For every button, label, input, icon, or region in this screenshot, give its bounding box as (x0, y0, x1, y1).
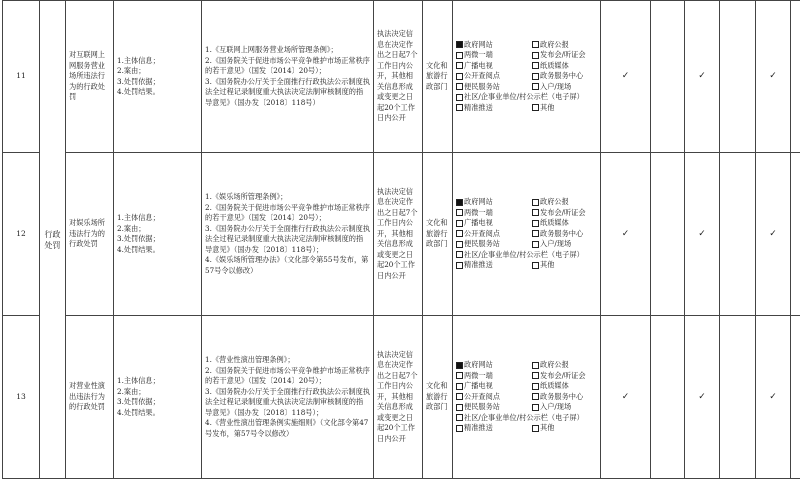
channel-label: 政府网站 (464, 39, 493, 49)
checked-box-icon (456, 41, 463, 48)
disclosure-dept: 文化和旅游行政部门 (423, 153, 453, 316)
check-mark-cell: ✓ (756, 316, 791, 479)
channel-option (532, 40, 597, 51)
channel-label: 政府网站 (464, 197, 493, 207)
unchecked-box-icon (456, 393, 463, 400)
channel-option (532, 402, 597, 413)
row-number: 13 (3, 316, 40, 479)
channel-option (456, 229, 528, 240)
content-item: 1.主体信息； (117, 55, 160, 65)
channel-option (456, 381, 528, 392)
channel-label: 政务服务中心 (540, 228, 584, 238)
disclosure-content (114, 153, 202, 316)
content-item: 3.处罚依据； (117, 76, 160, 86)
channel-option (532, 197, 597, 208)
content-item: 4.处罚结果。 (117, 87, 160, 96)
unchecked-box-icon (532, 372, 539, 379)
channel-option (456, 413, 597, 424)
channel-label: 精准推送 (464, 102, 493, 112)
channel-option (456, 82, 528, 93)
channel-label: 其他 (540, 260, 555, 270)
unchecked-box-icon (532, 209, 539, 216)
channel-option (532, 381, 597, 392)
unchecked-box-icon (456, 83, 463, 90)
unchecked-box-icon (532, 425, 539, 432)
channel-option (456, 423, 528, 434)
channel-option (456, 218, 528, 229)
channel-option (532, 392, 597, 403)
disclosure-time: 执法决定信息在决定作出之日起7个工作日内公开，其他相关信息形成或变更之日起20个工作日内公开 (374, 1, 423, 153)
channel-option (456, 392, 528, 403)
disclosure-basis: 1.《互联网上网服务营业场所管理条例》； 2.《国务院关于促进市场公平竞争维护市场正常秩序的若干意见》（国发〔2014〕20号）； 3.《国务院办公厅关于全面推行行政执法公示制度执法全过程记录制度重大执法决定法制审核制度的指导意见》（国办发〔2018〕118号） (202, 1, 374, 153)
channel-option (532, 423, 597, 434)
unchecked-box-icon (456, 52, 463, 59)
check-mark-cell: ✓ (685, 153, 720, 316)
channel-label: 入户/现场 (540, 402, 572, 412)
unchecked-box-icon (456, 251, 463, 258)
channel-option (456, 260, 528, 271)
channel-label: 入户/现场 (540, 81, 572, 91)
channel-option (456, 371, 528, 382)
channel-label: 两微一端 (464, 50, 493, 60)
check-mark-cell (720, 153, 756, 316)
channel-label: 便民服务站 (464, 81, 500, 91)
channel-label: 纸质媒体 (540, 218, 569, 228)
content-item: 3.处罚依据； (117, 397, 160, 406)
channel-label: 政府公报 (540, 197, 569, 207)
item-name: 对娱乐场所违法行为的行政处罚 (66, 153, 114, 316)
check-mark-cell: ✓ (756, 1, 791, 153)
channel-label: 政务服务中心 (540, 391, 584, 401)
channel-label: 纸质媒体 (540, 60, 569, 70)
unchecked-box-icon (456, 73, 463, 80)
disclosure-basis: 1.《营业性演出管理条例》； 2.《国务院关于促进市场公平竞争维护市场正常秩序的若干意见》（国发〔2014〕20号）； 3.《国务院办公厅关于全面推行行政执法公示制度执法全过程记录制度重大执法决定法制审核制度的指导意见》（国办发〔2018〕118号）； 4.《营业性演出管理条例实施细则》（文化部令第47号发布，第57号令以修改） (202, 316, 374, 479)
disclosure-basis: 1.《娱乐场所管理条例》； 2.《国务院关于促进市场公平竞争维护市场正常秩序的若干意见》（国发〔2014〕20号）； 3.《国务院办公厅关于全面推行行政执法公示制度执法全过程记录制度重大执法决定法制审核制度的指导意见》（国办发〔2018〕118号）； 4.《娱乐场所管理办法》（文化部令第55号发布，第57号令以修改） (202, 153, 374, 316)
unchecked-box-icon (532, 62, 539, 69)
channel-label: 社区/企事业单位/村公示栏（电子屏） (464, 412, 584, 422)
disclosure-content (114, 316, 202, 479)
channel-option (456, 197, 528, 208)
channel-label: 便民服务站 (464, 402, 500, 412)
content-item: 3.处罚依据； (117, 234, 160, 243)
channel-label: 公开查阅点 (464, 391, 500, 401)
disclosure-dept: 文化和旅游行政部门 (423, 1, 453, 153)
channel-option (456, 208, 528, 219)
channel-option (532, 239, 597, 250)
check-mark-cell: ✓ (756, 153, 791, 316)
unchecked-box-icon (456, 404, 463, 411)
row-number: 12 (3, 153, 40, 316)
check-mark-cell (791, 153, 800, 316)
check-mark-cell (791, 316, 800, 479)
channel-option (456, 61, 528, 72)
channel-option (456, 71, 528, 82)
channel-label: 发布会/听证会 (540, 207, 586, 217)
check-mark-cell: ✓ (601, 316, 651, 479)
disclosure-table (2, 0, 800, 479)
channel-option (456, 92, 597, 103)
unchecked-box-icon (456, 383, 463, 390)
disclosure-time: 执法决定信息在决定作出之日起7个工作日内公开，其他相关信息形成或变更之日起20个工作日内公开 (374, 153, 423, 316)
unchecked-box-icon (532, 52, 539, 59)
unchecked-box-icon (456, 414, 463, 421)
channel-option (532, 260, 597, 271)
channel-option (532, 218, 597, 229)
unchecked-box-icon (456, 425, 463, 432)
table-row (3, 316, 800, 479)
content-item: 1.主体信息； (117, 213, 160, 222)
channel-label: 公开查阅点 (464, 228, 500, 238)
channel-label: 公开查阅点 (464, 71, 500, 81)
checked-box-icon (456, 199, 463, 206)
check-mark-cell: ✓ (601, 1, 651, 153)
channel-label: 纸质媒体 (540, 381, 569, 391)
channel-label: 其他 (540, 102, 555, 112)
disclosure-channels (453, 316, 601, 479)
unchecked-box-icon (532, 199, 539, 206)
channel-option (532, 82, 597, 93)
check-mark-cell (651, 1, 685, 153)
unchecked-box-icon (532, 393, 539, 400)
channel-option (532, 71, 597, 82)
channel-option (456, 40, 528, 51)
content-item: 2.案由； (117, 386, 146, 396)
row-number: 11 (3, 1, 40, 153)
channel-label: 广播电视 (464, 60, 493, 70)
table-row (3, 1, 800, 153)
channel-option (456, 360, 528, 371)
channel-label: 发布会/听证会 (540, 370, 586, 380)
unchecked-box-icon (532, 362, 539, 369)
channel-label: 其他 (540, 423, 555, 433)
channel-option (456, 50, 528, 61)
content-item: 4.处罚结果。 (117, 244, 160, 254)
unchecked-box-icon (532, 383, 539, 390)
disclosure-channels (453, 1, 601, 153)
check-mark-cell (651, 316, 685, 479)
disclosure-time: 执法决定信息在决定作出之日起7个工作日内公开，其他相关信息形成或变更之日起20个工作日内公开 (374, 316, 423, 479)
unchecked-box-icon (456, 62, 463, 69)
channel-option (456, 402, 528, 413)
channel-label: 便民服务站 (464, 239, 500, 249)
unchecked-box-icon (532, 83, 539, 90)
check-mark-cell (651, 153, 685, 316)
unchecked-box-icon (456, 94, 463, 101)
channel-option (532, 103, 597, 114)
channel-label: 入户/现场 (540, 239, 572, 249)
channel-option (456, 239, 528, 250)
content-item: 2.案由； (117, 66, 146, 75)
item-name: 对互联网上网服务营业场所违法行为的行政处罚 (66, 1, 114, 153)
check-mark-cell (720, 316, 756, 479)
unchecked-box-icon (456, 241, 463, 248)
unchecked-box-icon (532, 73, 539, 80)
unchecked-box-icon (456, 230, 463, 237)
unchecked-box-icon (532, 404, 539, 411)
unchecked-box-icon (532, 241, 539, 248)
channel-label: 发布会/听证会 (540, 50, 586, 60)
channel-option (532, 360, 597, 371)
disclosure-content (114, 1, 202, 153)
channel-option (532, 50, 597, 61)
disclosure-dept: 文化和旅游行政部门 (423, 316, 453, 479)
category-cell: 行政 处罚 (40, 1, 66, 479)
channel-label: 两微一端 (464, 207, 493, 217)
checked-box-icon (456, 362, 463, 369)
content-item: 2.案由； (117, 223, 146, 233)
unchecked-box-icon (532, 41, 539, 48)
channel-option (456, 250, 597, 261)
channel-option (532, 229, 597, 240)
disclosure-channels (453, 153, 601, 316)
channel-label: 政府网站 (464, 360, 493, 370)
unchecked-box-icon (532, 230, 539, 237)
unchecked-box-icon (456, 220, 463, 227)
unchecked-box-icon (456, 372, 463, 379)
check-mark-cell: ✓ (685, 316, 720, 479)
channel-option (532, 61, 597, 72)
table-row (3, 153, 800, 316)
item-name: 对营业性演出违法行为的行政处罚 (66, 316, 114, 479)
check-mark-cell (720, 1, 756, 153)
channel-label: 社区/企事业单位/村公示栏（电子屏） (464, 249, 584, 259)
content-item: 1.主体信息； (117, 376, 160, 385)
unchecked-box-icon (456, 209, 463, 216)
channel-label: 广播电视 (464, 381, 493, 391)
check-mark-cell: ✓ (685, 1, 720, 153)
check-mark-cell (791, 1, 800, 153)
unchecked-box-icon (532, 104, 539, 111)
unchecked-box-icon (532, 262, 539, 269)
check-mark-cell: ✓ (601, 153, 651, 316)
channel-label: 两微一端 (464, 370, 493, 380)
channel-option (456, 103, 528, 114)
unchecked-box-icon (532, 220, 539, 227)
content-item: 4.处罚结果。 (117, 407, 160, 417)
channel-option (532, 208, 597, 219)
channel-label: 社区/企事业单位/村公示栏（电子屏） (464, 92, 584, 102)
channel-label: 精准推送 (464, 423, 493, 433)
channel-label: 政务服务中心 (540, 71, 584, 81)
channel-label: 广播电视 (464, 218, 493, 228)
channel-option (532, 371, 597, 382)
unchecked-box-icon (456, 262, 463, 269)
channel-label: 政府公报 (540, 39, 569, 49)
channel-label: 精准推送 (464, 260, 493, 270)
channel-label: 政府公报 (540, 360, 569, 370)
unchecked-box-icon (456, 104, 463, 111)
